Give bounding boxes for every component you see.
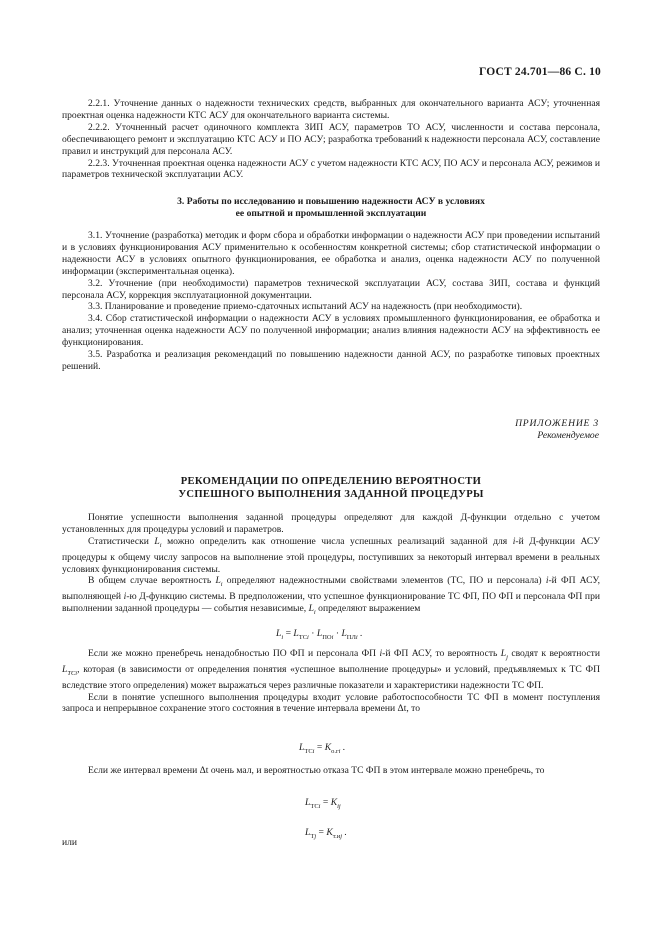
paragraph-small-interval: Если же интервал времени Δt очень мал, и вероятностью отказа ТС ФП в этом интервале можно пренебречь, то: [88, 765, 545, 776]
appendix-number: ПРИЛОЖЕНИЕ 3: [515, 418, 599, 429]
formula-ltc-kog: $L_{ТСi} = K_{о.гi}$ .: [299, 742, 346, 755]
paragraph-general-case: В общем случае вероятность $L_i$ определяют надежностными свойствами элементов (ТС, ПО и персонала) i-й ФП АСУ, выполняющей i-ю Д-функцию системы. В предположении, что успешное функционирование ТС ФП, ПО ФП и персонала ФП при выполнении заданной процедуры — события независимые, $L_i$ определяют выражением: [62, 575, 601, 617]
section-3-title: [62, 196, 600, 219]
paragraph-2-2-1: 2.2.1. Уточнение данных о надежности технических средств, выбранных для окончательного варианта АСУ; уточненная проектная оценка надежности КТС АСУ для окончательного варианта системы.: [62, 98, 600, 121]
paragraph-2-2-2: 2.2.2. Уточненный расчет одиночного комплекта ЗИП АСУ, параметров ТО АСУ, численности и состава персонала, обеспечивающего ремонт и эксплуатацию КТС АСУ и ПО АСУ; разработка требований к надежности персонала АСУ, составление правил и инструкций для персонала АСУ.: [62, 121, 600, 157]
paragraph-3-2: 3.2. Уточнение (при необходимости) параметров технической эксплуатации АСУ, состава ЗИП, состава и функций персонала АСУ, коррекция эксплуатационной документации.: [62, 277, 600, 301]
appendix-status: Рекомендуемое: [537, 430, 599, 441]
page-header: ГОСТ 24.701—86 С. 10: [478, 66, 601, 78]
appendix-body: [62, 512, 600, 619]
section-3-title-line2: ее опытной и промышленной эксплуатации: [235, 207, 427, 219]
section-3-paragraphs: [62, 230, 600, 373]
formula-li-product: $L_i = L_{ТСi} \cdot L_{ПОi} \cdot L_{ПЛi}$ .: [276, 628, 363, 641]
word-or: или: [62, 837, 78, 848]
paragraph-3-5: 3.5. Разработка и реализация рекомендаций по повышению надежности данной АСУ, по разработке типовых проектных решений.: [62, 349, 600, 372]
paragraph-neglect-block: [62, 648, 600, 715]
paragraph-small-interval-block: [62, 765, 600, 777]
paragraph-statistical: Статистически $L_i$ можно определить как отношение числа успешных реализаций заданной для i-й Д-функции АСУ процедуры к общему числу запросов на выполнение этой процедуры, поступивших за некоторый интервал времени в реальных условиях функционирования системы.: [62, 535, 600, 575]
paragraph-3-1: 3.1. Уточнение (разработка) методик и форм сбора и обработки информации о надежности АСУ при проведении испытаний и в условиях функционирования АСУ применительно к особенностям конкретной системы; сбор статистической информации о надежности АСУ в условиях опытного функционирования, ее обработка и анализ, оценка надежности АСУ по полученной информации (экспериментальная оценка).: [62, 230, 600, 277]
paragraph-operability: Если в понятие успешного выполнения процедуры входит условие работоспособности ТС ФП в момент поступления запроса и непрерывное сохранение этого состояния в течение интервала времени Δt, то: [62, 691, 600, 715]
formula-lt-kti: $L_{Тj} = K_{т.иj}$ .: [305, 827, 347, 840]
section-3-title-line1: 3. Работы по исследованию и повышению надежности АСУ в условиях: [177, 196, 485, 207]
appendix-title-line2: УСПЕШНОГО ВЫПОЛНЕНИЯ ЗАДАННОЙ ПРОЦЕДУРЫ: [178, 489, 484, 500]
appendix-title-line1: РЕКОМЕНДАЦИИ ПО ОПРЕДЕЛЕНИЮ ВЕРОЯТНОСТИ: [180, 476, 482, 487]
top-paragraphs: [62, 98, 600, 181]
paragraph-3-3: 3.3. Планирование и проведение приемо-сдаточных испытаний АСУ на надежность (при необходимости).: [88, 301, 523, 313]
formula-ltc-k: $L_{ТСi} = K_{ij}$: [305, 797, 341, 810]
paragraph-2-2-3: 2.2.3. Уточненная проектная оценка надежности АСУ с учетом надежности КТС АСУ, ПО АСУ и персонала АСУ, режимов и параметров технической эксплуатации АСУ.: [62, 157, 600, 181]
paragraph-3-4: 3.4. Сбор статистической информации о надежности АСУ в условиях промышленного функционирования, ее обработка и анализ; уточненная оценка надежности АСУ по полученной информации; анализ влияния надежности АСУ на эффективность ее функционирования.: [62, 313, 600, 349]
paragraph-definition: Понятие успешности выполнения заданной процедуры определяют для каждой Д-функции отдельно с учетом установленных для процедуры условий и параметров.: [62, 512, 600, 535]
appendix-title: [62, 475, 600, 501]
appendix-label: [515, 418, 599, 442]
paragraph-neglect: Если же можно пренебречь ненадобностью ПО ФП и персонала ФП i-й ФП АСУ, то вероятность $L_j$ сводят к вероятности $L_{ТСi}$, которая (в зависимости от определения понятия «успешное выполнение процедуры» и условий, предъявляемых к ТС ФП вследствие этого определения) может выражаться через различные показатели и характеристики надежности ТС ФП.: [62, 648, 600, 691]
